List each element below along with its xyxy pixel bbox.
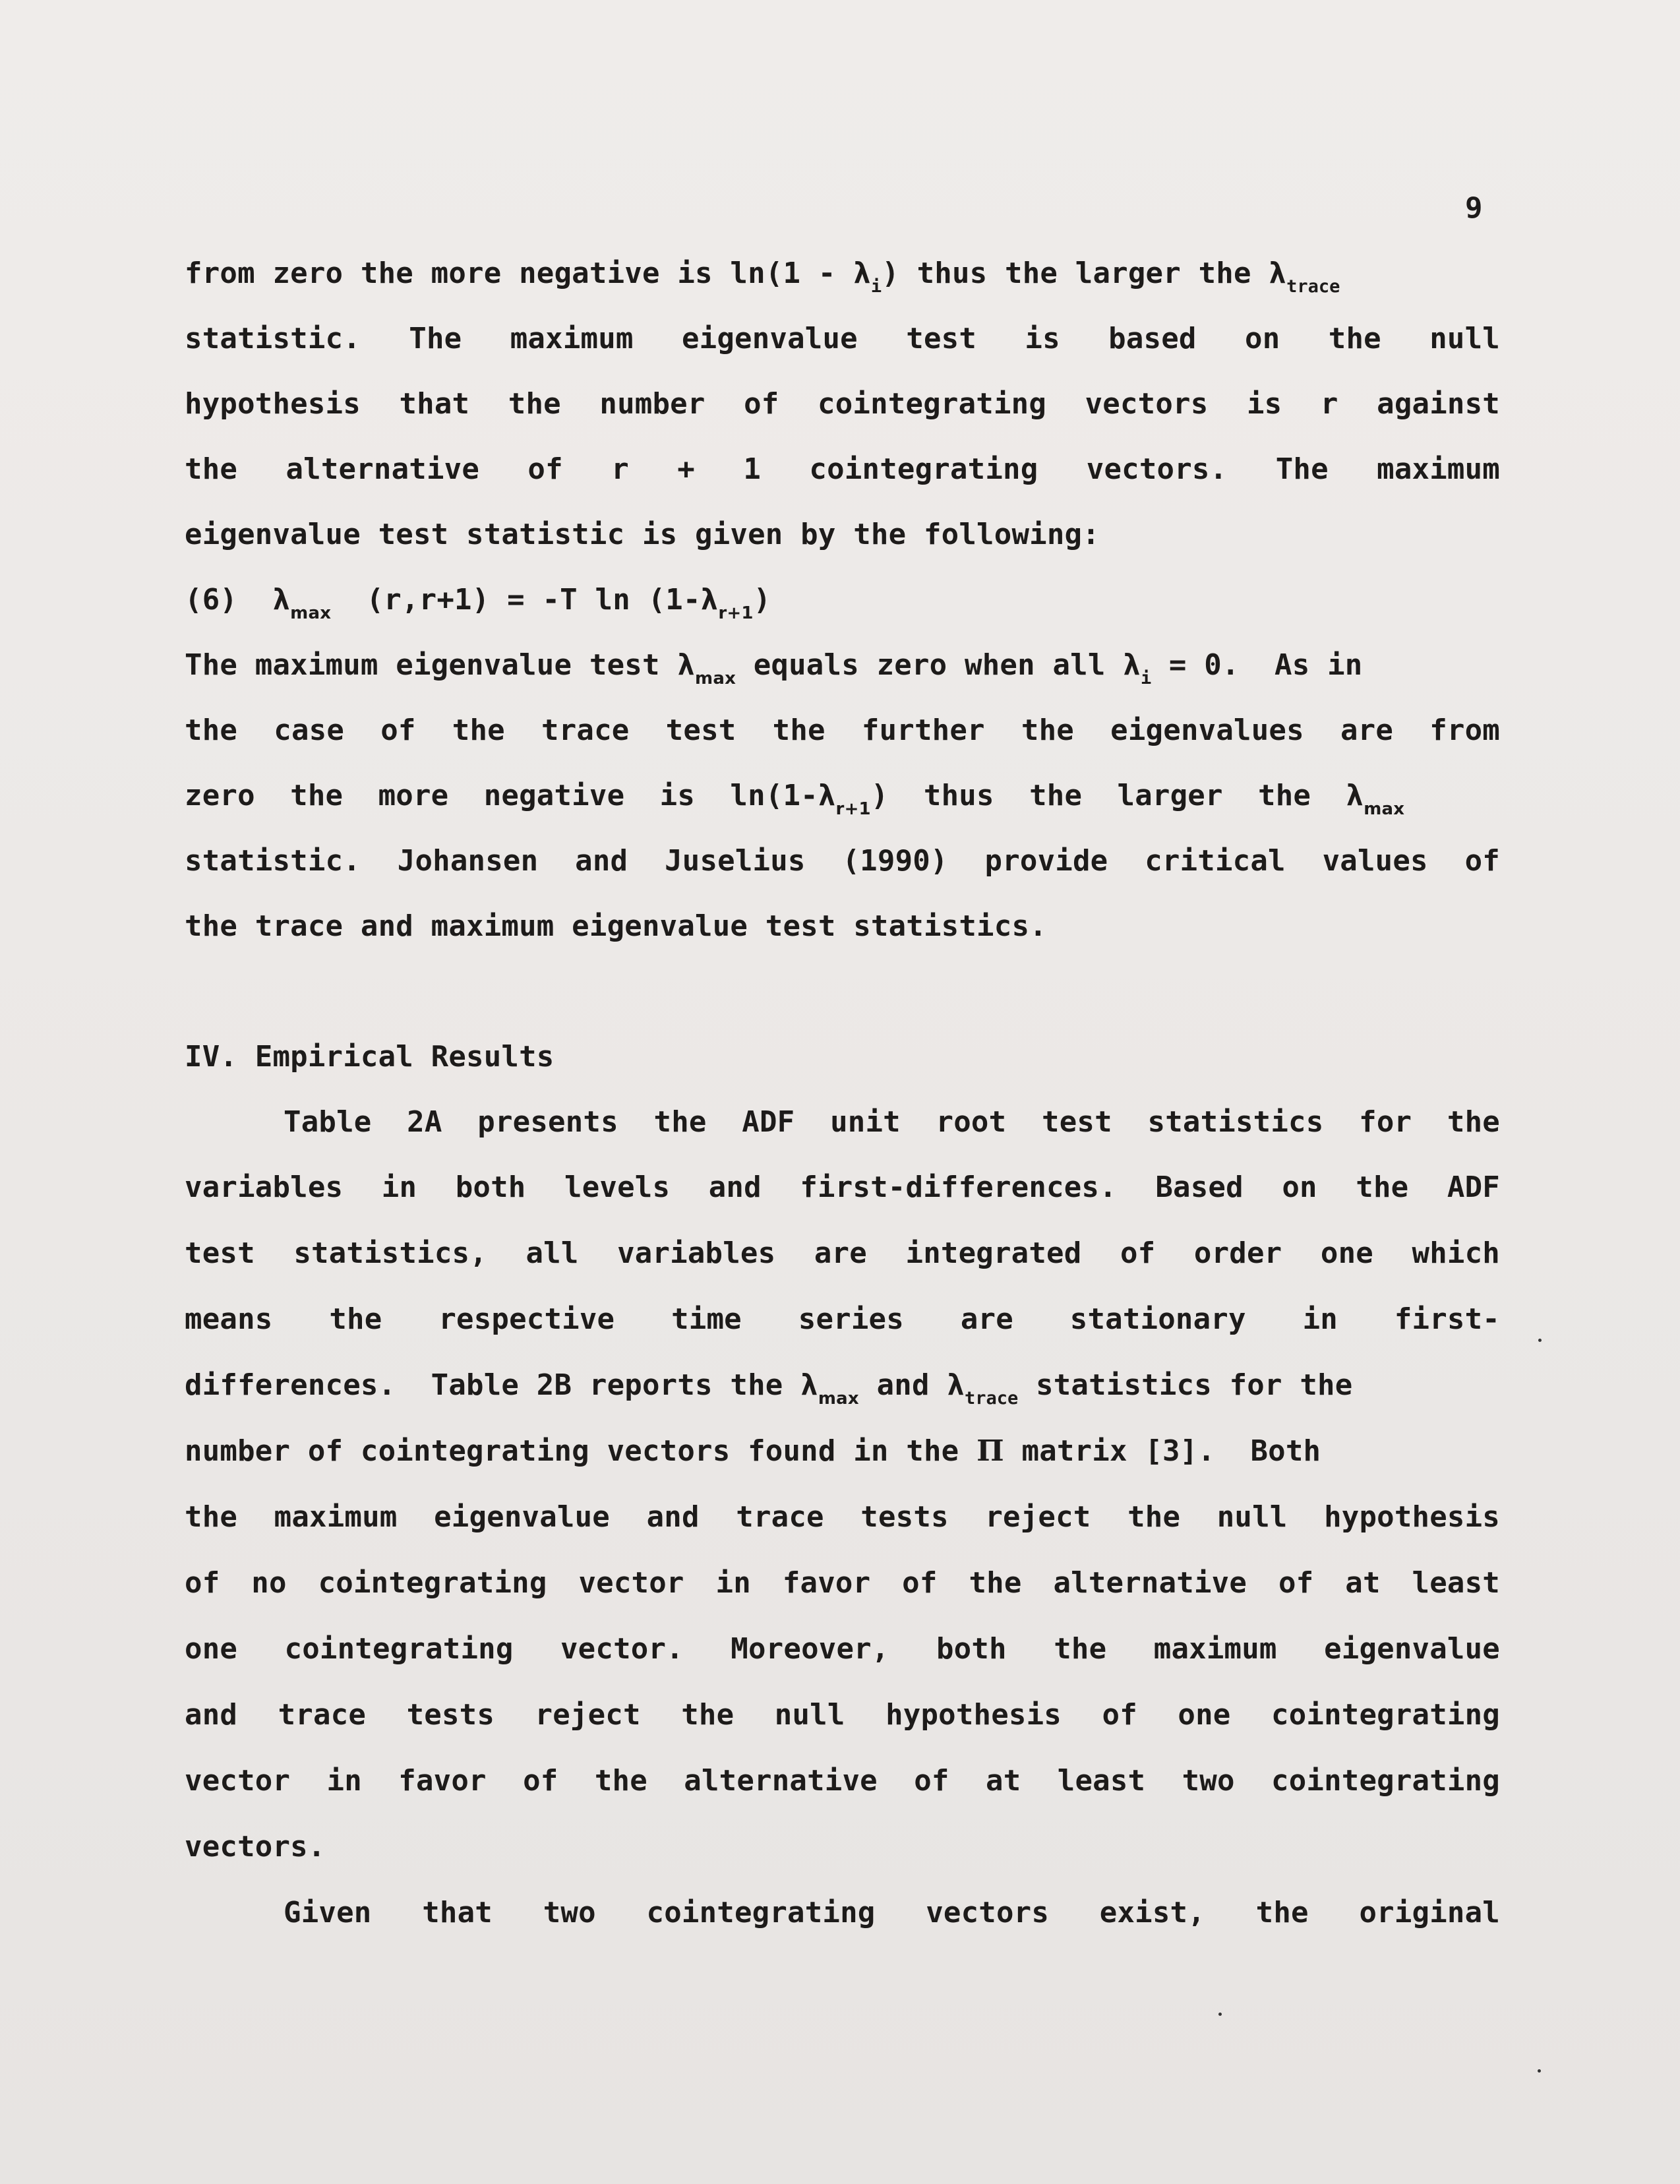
subscript: max: [1364, 799, 1405, 819]
text-line: the maximum eigenvalue and trace tests reject the null hypothesis: [185, 1500, 1500, 1534]
text-segment: ): [753, 583, 771, 617]
bleed-through: [165, 177, 1484, 223]
text-segment: zero the more negative is ln(1-λ: [185, 779, 836, 812]
text-segment: = 0. As in: [1151, 648, 1363, 682]
text-line: the alternative of r + 1 cointegrating vectors. The maximum: [185, 452, 1500, 486]
text-segment: (6) λ: [185, 583, 291, 617]
subscript: max: [818, 1389, 859, 1409]
text-segment: ) thus the larger the λ: [882, 257, 1287, 290]
text-line: vector in favor of the alternative of at least two cointegrating: [185, 1764, 1500, 1798]
subscript: r+1: [718, 603, 754, 623]
subscript: i: [870, 276, 882, 297]
text-segment: matrix [3]. Both: [1004, 1434, 1321, 1468]
page-number: 9: [1465, 191, 1483, 225]
text-segment: statistics for the: [1018, 1368, 1353, 1402]
text-line: [185, 773, 1500, 819]
text-segment: number of cointegrating vectors found in the: [185, 1434, 977, 1468]
subscript: i: [1140, 668, 1152, 688]
text-segment: equals zero when all λ: [736, 648, 1141, 682]
pi-symbol: Π: [976, 1434, 1004, 1468]
subscript: max: [695, 669, 736, 688]
text-line: one cointegrating vector. Moreover, both the maximum eigenvalue: [185, 1632, 1500, 1666]
text-line: hypothesis that the number of cointegrating vectors is r against: [185, 387, 1500, 421]
text-line: [185, 1428, 1500, 1474]
text-segment: The maximum eigenvalue test λ: [185, 648, 696, 682]
text-line: means the respective time series are stationary in first-: [185, 1302, 1500, 1336]
text-line: statistic. The maximum eigenvalue test is based on the null: [185, 322, 1500, 355]
subscript: trace: [1286, 276, 1340, 297]
text-line: and trace tests reject the null hypothesis of one cointegrating: [185, 1698, 1500, 1732]
text-line: Table 2A presents the ADF unit root test statistics for the: [284, 1105, 1500, 1139]
text-line: eigenvalue test statistic is given by the following:: [185, 518, 1100, 551]
subscript: r+1: [835, 799, 871, 819]
subscript: max: [290, 603, 332, 623]
text-segment: ) thus the larger the λ: [870, 779, 1364, 812]
text-segment: (r,r+1) = -T ln (1-λ: [331, 583, 719, 617]
text-line: the trace and maximum eigenvalue test statistics.: [185, 909, 1047, 943]
text-line: [185, 1362, 1500, 1409]
text-segment: differences. Table 2B reports the λ: [185, 1368, 818, 1402]
scan-speck: [1538, 2069, 1541, 2073]
text-line: [185, 642, 1500, 688]
text-segment: from zero the more negative is ln(1 - λ: [185, 257, 871, 290]
subscript: trace: [965, 1388, 1019, 1409]
text-line: of no cointegrating vector in favor of the alternative of at least: [185, 1566, 1500, 1600]
text-line: test statistics, all variables are integrated of order one which: [185, 1236, 1500, 1270]
text-line: IV. Empirical Results: [185, 1040, 555, 1074]
scan-speck: [1218, 2013, 1222, 2016]
text-line: variables in both levels and first-differences. Based on the ADF: [185, 1170, 1500, 1204]
text-line: the case of the trace test the further the eigenvalues are from: [185, 713, 1500, 747]
text-line: [185, 969, 1500, 1015]
text-line: [185, 577, 1500, 623]
text-segment: and λ: [858, 1368, 965, 1402]
text-line: vectors.: [185, 1830, 326, 1864]
scan-speck: [1538, 1339, 1542, 1342]
text-line: Given that two cointegrating vectors exist, the original: [284, 1896, 1500, 1929]
text-line: [185, 251, 1500, 297]
text-line: statistic. Johansen and Juselius (1990) provide critical values of: [185, 844, 1500, 878]
